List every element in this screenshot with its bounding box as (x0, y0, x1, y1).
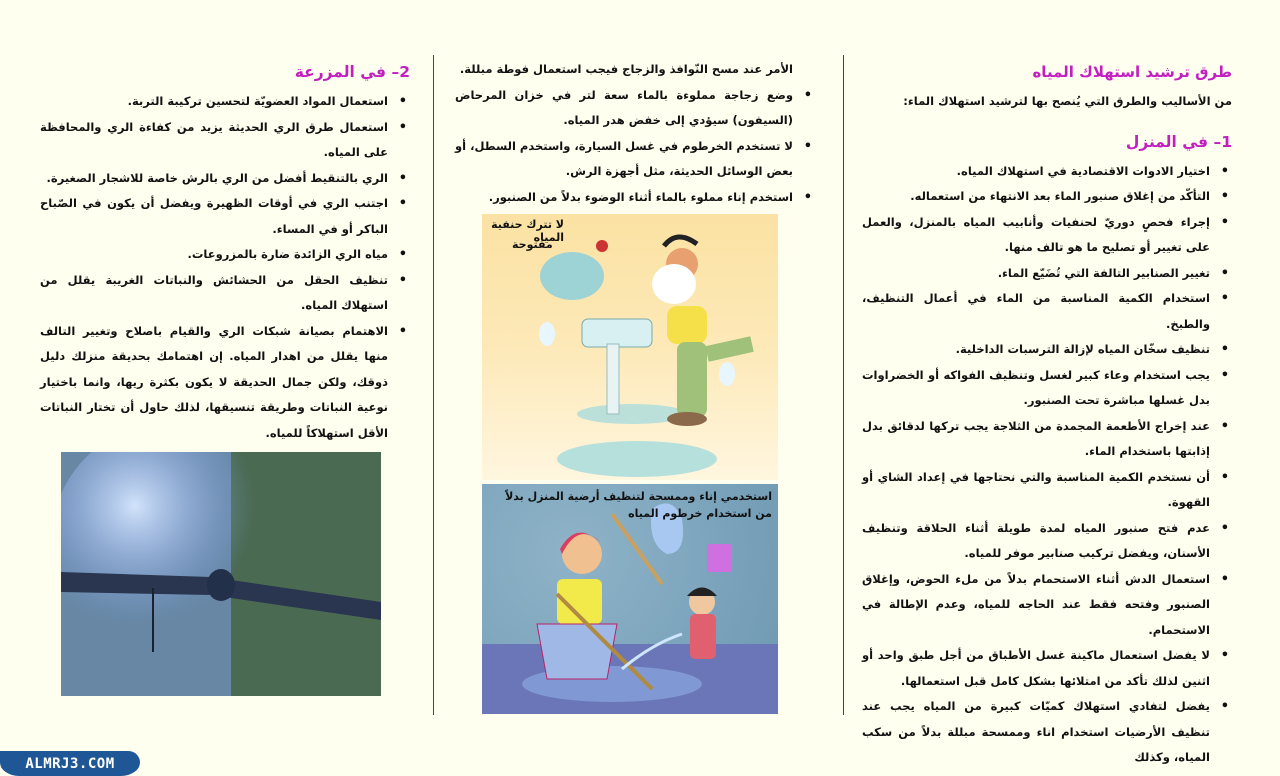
watermark-badge[interactable]: ALMRJ3.COM (0, 751, 140, 776)
list-item: • يفضل لتفادي استهلاك كميّات كبيرة من المياه يجب عند تنظيف الأرضيات استخدام اناء وممسحة مبللة بدلاً من سكب المياه، وكذلك (862, 694, 1210, 771)
list-item: • التأكّد من إغلاق صنبور الماء بعد الانتهاء من استعماله. (862, 184, 1210, 210)
continuation-text: الأمر عند مسح النّوافذ والزجاج فيجب استعمال فوطة مبللة. (459, 62, 793, 76)
list-item: • عدم فتح صنبور المياه لمدة طويلة أثناء الحلاقة وتنظيف الأسنان، ويفضل تركيب صنابير موفر للمياه. (862, 516, 1210, 567)
list-item: • الري بالتنقيط أفضل من الري بالرش خاصة للاشجار الصغيرة. (40, 166, 388, 192)
pipe-illustration (61, 452, 381, 696)
farm-tips-list (40, 89, 410, 446)
leaking-pipe-photo (61, 452, 381, 696)
list-item: • اجتنب الري في أوقات الظهيرة ويفضل أن يكون في الصّباح الباكر أو في المساء. (40, 191, 388, 242)
farm-column (40, 55, 410, 446)
middle-column (455, 57, 815, 210)
column-divider (433, 55, 434, 715)
home-tips-list (862, 159, 1232, 771)
cartoon-shaving-image (482, 214, 778, 480)
list-item: • لا تستخدم الخرطوم في غسل السيارة، واستخدم السطل، أو بعض الوسائل الحديثة، مثل أجهزة الرش. (455, 134, 793, 185)
list-item: • تنظيف سخّان المياه لإزالة الترسبات الداخلية. (862, 337, 1210, 363)
home-column (862, 55, 1232, 771)
list-item: • أن نستخدم الكمية المناسبة والتي نحتاجها في إعداد الشاي أو القهوة. (862, 465, 1210, 516)
intro-text: من الأساليب والطرق التي يُنصح بها لترشيد استهلاك الماء: (903, 94, 1232, 108)
middle-tips-list (455, 83, 815, 211)
list-item: • الاهتمام بصيانة شبكات الري والقيام باصلاح وتغيير التالف منها يقلل من اهدار المياه. إن اهتمامك بحديقة منزلك دليل ذوقك، ولكن جمال الحديقة لا يكون بكثرة ريها، وانما باختيار نوعية النباتات وطريقة تنسيقها، لذلك حاول أن تختار النباتات الأقل استهلاكاً للمياه. (40, 319, 388, 447)
list-item: • استعمال الدش أثناء الاستحمام بدلاً من ملء الحوض، وإغلاق الصنبور وفتحه فقط عند الحاجه للمياه، وعدم الإطالة في الاستحمام. (862, 567, 1210, 644)
list-item: • لا يفضل استعمال ماكينة غسل الأطباق من أجل طبق واحد أو اثنين لذلك تأكد من امتلائها بشكل كامل قبل استعمالها. (862, 643, 1210, 694)
cartoon-caption-line2: مفتوحة (512, 238, 553, 251)
section-number: 2 (399, 63, 410, 81)
section-heading-home (862, 129, 1232, 155)
cartoon-caption: استخدمي إناء وممسحة لتنظيف أرضية المنزل بدلاً من استخدام خرطوم المياه (505, 490, 772, 520)
list-item: • وضع زجاجة مملوءة بالماء سعة لتر في خزان المرحاض (السيفون) سيؤدي إلى خفض هدر المياه. (455, 83, 793, 134)
list-item: • استخدم إناء مملوء بالماء أثناء الوضوء بدلاً من الصنبور. (455, 185, 793, 211)
cartoon-caption-line1: لا تترك حنفية المياه (491, 218, 564, 244)
section-title: – في المزرعة (294, 63, 400, 81)
list-item: • عند إخراج الأطعمة المجمدة من الثلاجة يجب تركها لدقائق بدل إذابتها باستخدام الماء. (862, 414, 1210, 465)
cartoon-illustration (482, 214, 778, 480)
list-item: • تنظيف الحقل من الحشائش والنباتات الغريبة يقلل من استهلاك المياه. (40, 268, 388, 319)
list-item: • إجراء فحصٍ دوريّ لحنفيات وأنابيب المياه بالمنزل، والعمل على تغيير أو تصليح ما هو تالف منها. (862, 210, 1210, 261)
section-title: – في المنزل (1125, 132, 1222, 151)
list-item: • مياه الري الزائدة ضارة بالمزروعات. (40, 242, 388, 268)
list-item: • تغيير الصنابير التالفة التي تُضَيّع الماء. (862, 261, 1210, 287)
list-item: • استخدام الكمية المناسبة من الماء في أعمال التنظيف، والطبخ. (862, 286, 1210, 337)
column-divider (843, 55, 844, 715)
list-item: • استعمال طرق الري الحديثة يزيد من كفاءة الري والمحافظة على المياه. (40, 115, 388, 166)
cartoon-mopping-image (482, 484, 778, 714)
section-heading-farm (40, 59, 410, 85)
list-item: • استعمال المواد العضويّة لتحسين تركيبة التربة. (40, 89, 388, 115)
list-item: • يجب استخدام وعاء كبير لغسل وتنظيف الفواكه أو الخضراوات بدل غسلها مباشرة تحت الصنبور. (862, 363, 1210, 414)
list-item: • اختيار الادوات الاقتصادية في استهلاك المياه. (862, 159, 1210, 185)
page-title: طرق ترشيد استهلاك المياه (1032, 63, 1232, 81)
section-number: 1 (1221, 132, 1232, 151)
